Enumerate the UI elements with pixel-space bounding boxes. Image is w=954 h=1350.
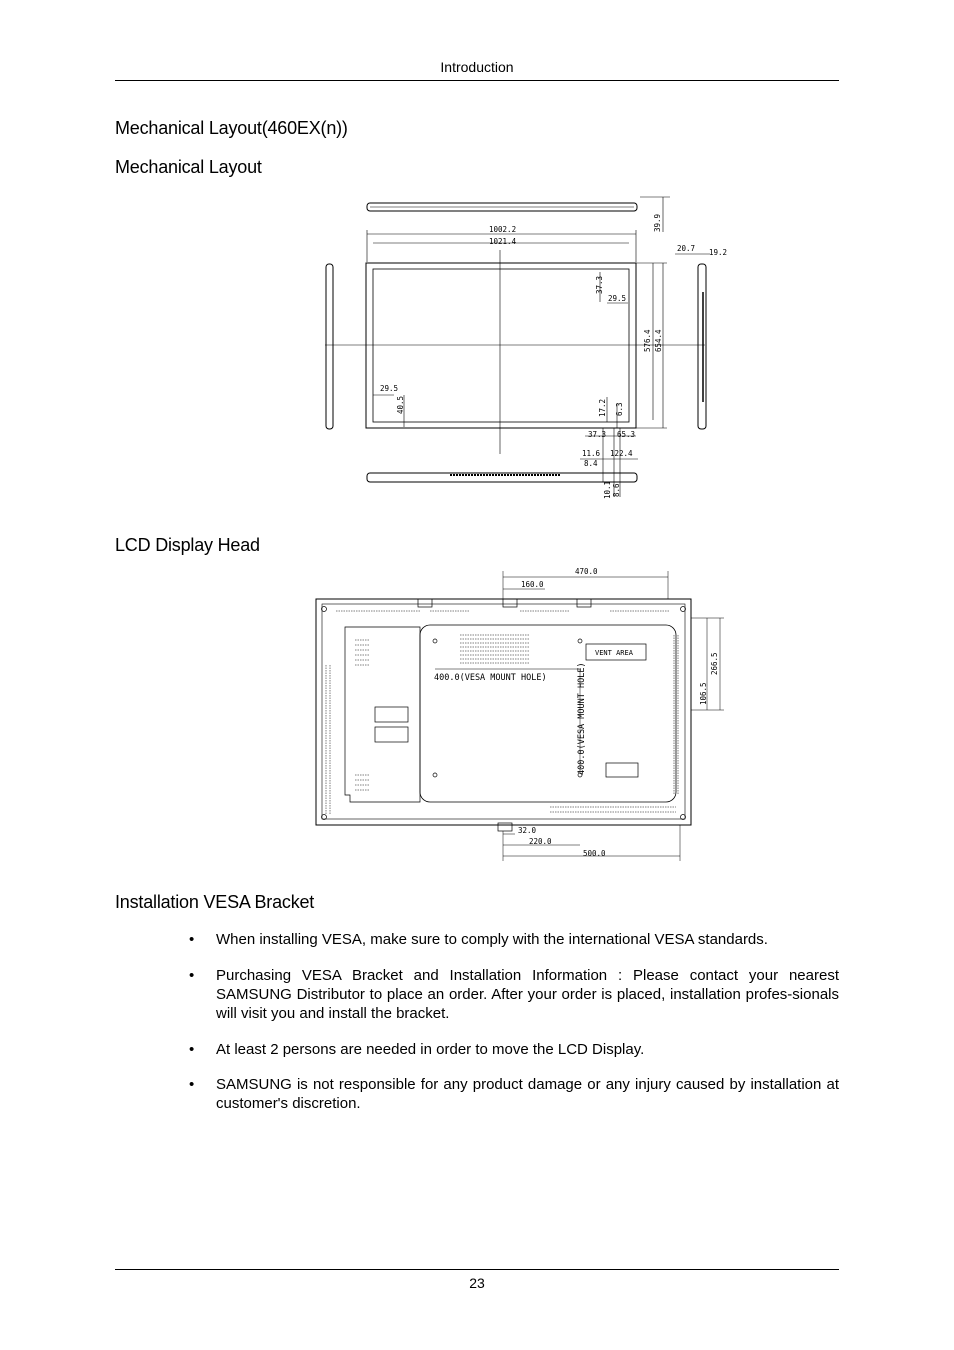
- dim-8-4: 8.4: [584, 459, 598, 468]
- section-title-mechanical-layout: Mechanical Layout: [115, 157, 262, 177]
- vesa-mount-horizontal-label: 400.0(VESA MOUNT HOLE): [434, 673, 547, 683]
- section-title-installation-vesa-bracket: Installation VESA Bracket: [115, 892, 315, 912]
- footer-rule: [115, 1269, 839, 1270]
- dim-10-1: 10.1: [603, 480, 612, 499]
- dim-40-5: 40.5: [396, 395, 405, 414]
- bullet-text: Purchasing VESA Bracket and Installation Information : Please contact your nearest SAMSUNG Distributor to place an order. After your order is placed, installation profes-sionals will visit you and install the bracket.: [216, 967, 839, 1022]
- rear-outline: [316, 599, 691, 825]
- bullet-text: SAMSUNG is not responsible for any product damage or any injury caused by installation at customer's discretion.: [216, 1076, 839, 1112]
- running-header: Introduction: [440, 59, 514, 75]
- lcd-display-head-drawing: [310, 565, 730, 865]
- dim-654-4: 654.4: [654, 329, 663, 352]
- dim-20-7: 20.7: [677, 244, 696, 253]
- dim-1021-4: 1021.4: [489, 237, 517, 246]
- vesa-mount-vertical-label: 400.0(VESA MOUNT HOLE): [577, 662, 587, 775]
- bullet-item: [189, 930, 839, 949]
- section-title-lcd-display-head: LCD Display Head: [115, 535, 260, 555]
- mechanical-layout-drawing: [320, 192, 740, 504]
- dim-8-6: 8.6: [612, 483, 621, 497]
- bullet-mark: •: [189, 931, 195, 948]
- left-side-view: [326, 264, 333, 429]
- bullet-text: When installing VESA, make sure to comply with the international VESA standards.: [216, 931, 768, 948]
- dim-160: 160.0: [521, 580, 544, 589]
- dim-106-5: 106.5: [699, 682, 708, 705]
- dim-122-4: 122.4: [610, 449, 633, 458]
- dim-39-9: 39.9: [653, 213, 662, 232]
- dim-65-3: 65.3: [617, 430, 636, 439]
- dim-11-6: 11.6: [582, 449, 601, 458]
- bullet-item: [189, 1075, 839, 1113]
- section-title-mechanical-layout-model: Mechanical Layout(460EX(n)): [115, 118, 348, 138]
- dim-37-3-bottom: 37.3: [588, 430, 607, 439]
- dim-266-5: 266.5: [710, 652, 719, 675]
- page-number: 23: [469, 1275, 485, 1291]
- dim-19-2: 19.2: [709, 248, 728, 257]
- dim-220: 220.0: [529, 837, 552, 846]
- dim-470: 470.0: [575, 567, 598, 576]
- bullet-item: [189, 966, 839, 1023]
- bullet-mark: •: [189, 967, 195, 984]
- vent-area-label: VENT AREA: [595, 649, 633, 657]
- dim-17-2: 17.2: [598, 398, 607, 417]
- header-rule: [115, 80, 839, 81]
- front-view-screen: [373, 269, 629, 422]
- bullet-mark: •: [189, 1076, 195, 1093]
- dim-32: 32.0: [518, 826, 537, 835]
- bullet-mark: •: [189, 1041, 195, 1058]
- dim-37-3-top: 37.3: [595, 275, 604, 294]
- inner-panel: [420, 625, 676, 802]
- bullet-item: [189, 1040, 839, 1059]
- dim-6-3: 6.3: [615, 402, 624, 416]
- bullet-text: At least 2 persons are needed in order to move the LCD Display.: [216, 1041, 645, 1058]
- right-side-view: [698, 264, 706, 429]
- dim-500: 500.0: [583, 849, 606, 858]
- dim-29-5-right: 29.5: [608, 294, 627, 303]
- dim-576-4: 576.4: [643, 329, 652, 352]
- dim-1002-2: 1002.2: [489, 225, 517, 234]
- dim-29-5-left: 29.5: [380, 384, 399, 393]
